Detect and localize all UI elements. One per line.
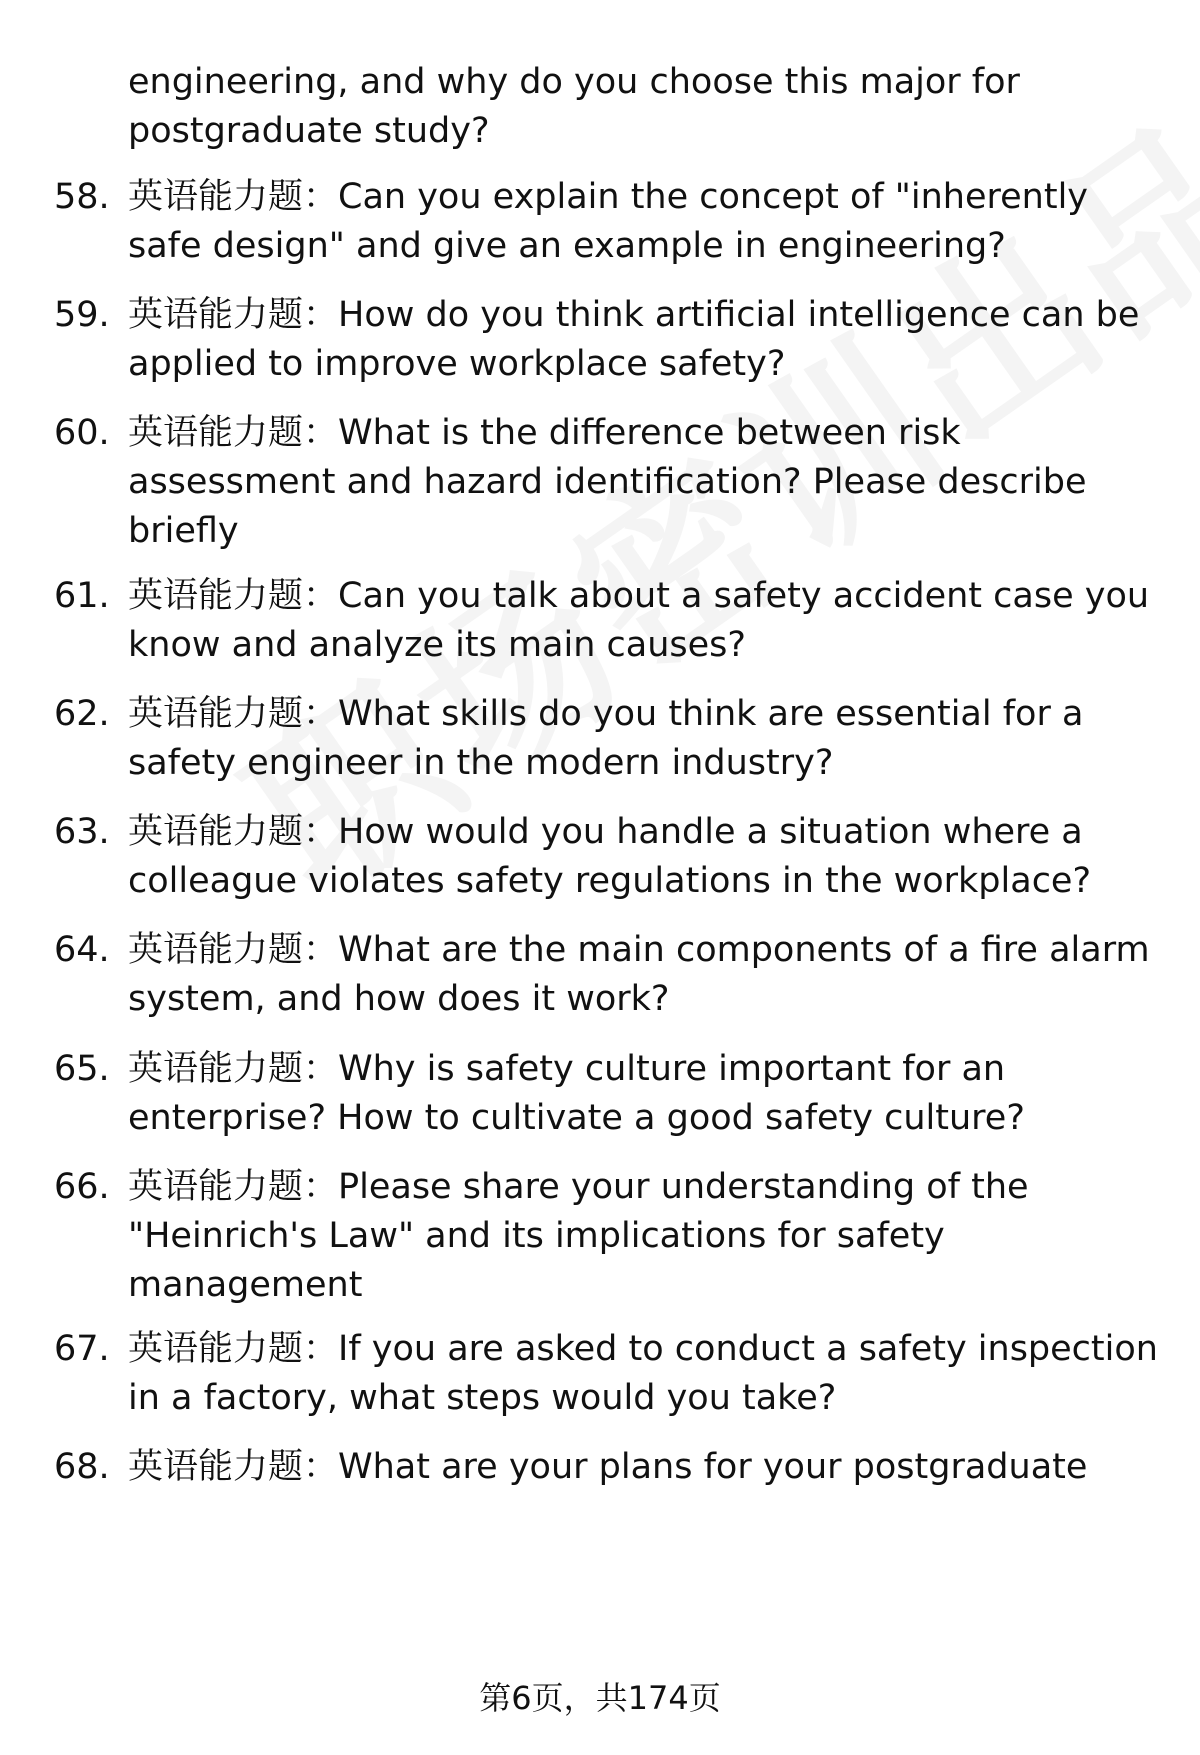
question-text: Why is safety culture important for an enterprise? How to cultivate a good safety culture? bbox=[128, 1049, 1025, 1138]
question-prefix: 英语能力题： bbox=[128, 1167, 339, 1207]
question-prefix: 英语能力题： bbox=[128, 1329, 339, 1369]
question-prefix: 英语能力题： bbox=[128, 177, 339, 217]
question-text: How do you think artificial intelligence can be applied to improve workplace safety? bbox=[128, 295, 1140, 384]
question-body bbox=[128, 173, 1158, 271]
question-prefix: 英语能力题： bbox=[128, 694, 339, 734]
question-number: 65. bbox=[54, 1049, 110, 1089]
question-body bbox=[128, 1045, 1158, 1143]
question-prefix: 英语能力题： bbox=[128, 930, 339, 970]
question-prefix: 英语能力题： bbox=[128, 413, 339, 453]
question-number: 60. bbox=[54, 413, 110, 453]
question-number: 59. bbox=[54, 295, 110, 335]
question-number: 58. bbox=[54, 177, 110, 217]
question-text: How would you handle a situation where a colleague violates safety regulations in the workplace? bbox=[128, 812, 1092, 901]
question-text: Can you talk about a safety accident case you know and analyze its main causes? bbox=[128, 576, 1150, 665]
question-text: What are the main components of a fire alarm system, and how does it work? bbox=[128, 930, 1150, 1019]
question-prefix: 英语能力题： bbox=[128, 295, 339, 335]
question-text: If you are asked to conduct a safety inspection in a factory, what steps would you take? bbox=[128, 1329, 1158, 1418]
question-text: What are your plans for your postgraduate bbox=[338, 1447, 1088, 1487]
question-prefix: 英语能力题： bbox=[128, 576, 339, 616]
question-body bbox=[128, 1443, 1158, 1492]
question-body bbox=[128, 409, 1158, 556]
question-prefix: 英语能力题： bbox=[128, 1447, 339, 1487]
question-number: 67. bbox=[54, 1329, 110, 1369]
question-body bbox=[128, 808, 1158, 906]
question-number: 63. bbox=[54, 812, 110, 852]
question-body bbox=[128, 690, 1158, 788]
question-text: Can you explain the concept of "inherently safe design" and give an example in engineering? bbox=[128, 177, 1089, 266]
question-text: What skills do you think are essential for a safety engineer in the modern industry? bbox=[128, 694, 1084, 783]
question-body bbox=[128, 1325, 1158, 1423]
question-body bbox=[128, 1163, 1158, 1310]
question-body bbox=[128, 926, 1158, 1024]
question-text: What is the difference between risk assessment and hazard identification? Please describe briefly bbox=[128, 413, 1087, 551]
question-prefix: 英语能力题： bbox=[128, 812, 339, 852]
question-number: 62. bbox=[54, 694, 110, 734]
page-footer: 第6页，共174页 bbox=[479, 1679, 721, 1717]
question-number: 61. bbox=[54, 576, 110, 616]
question-prefix: 英语能力题： bbox=[128, 1049, 339, 1089]
question-number: 68. bbox=[54, 1447, 110, 1487]
question-number: 66. bbox=[54, 1167, 110, 1207]
question-body bbox=[128, 291, 1158, 389]
question-body bbox=[128, 572, 1158, 670]
question-continuation: engineering, and why do you choose this major for postgraduate study? bbox=[128, 62, 1020, 151]
question-text: Please share your understanding of the "Heinrich's Law" and its implications for safety management bbox=[128, 1167, 1029, 1305]
question-number: 64. bbox=[54, 930, 110, 970]
